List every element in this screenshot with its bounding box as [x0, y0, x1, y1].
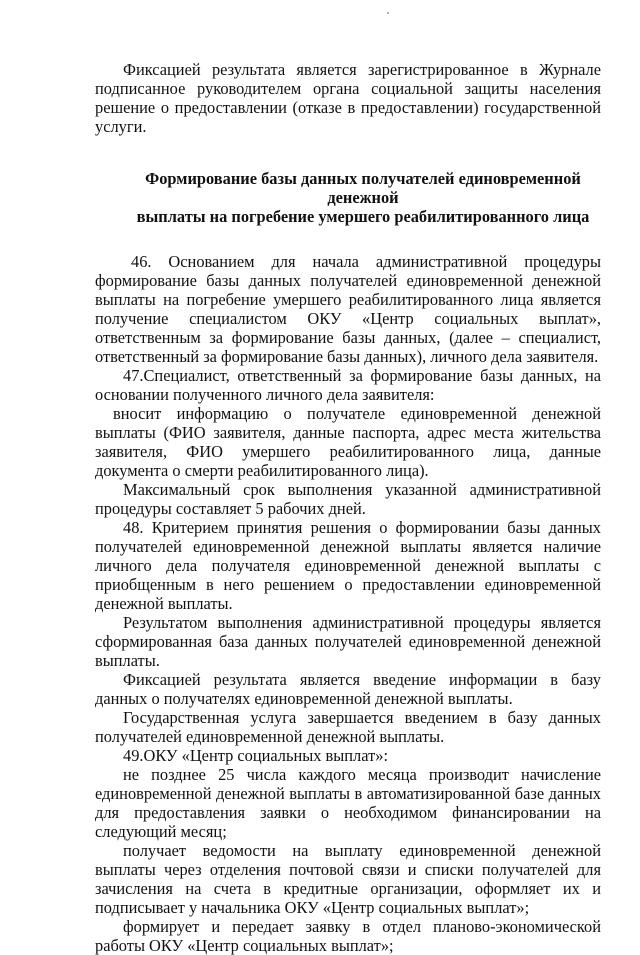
document-page: [95, 0, 601, 955]
paragraph-service-completion: Государственная услуга завершается введением в базу данных получателей единовременной денежной выплаты.: [95, 708, 601, 746]
paragraph-result: Результатом выполнения административной процедуры является сформированная база данных получателей единовременной денежной выплаты.: [95, 613, 601, 670]
paragraph-fixation: Фиксацией результата является введение информации в базу данных о получателях единовременной денежной выплаты.: [95, 670, 601, 708]
paragraph-49-item-2: получает ведомости на выплату единовременной денежной выплаты через отделения почтовой связи и списки получателей для зачисления на счета в кредитные организации, оформляет их и подписывает у начальника ОКУ «Центр социальных выплат»;: [95, 841, 601, 917]
paragraph-47-item: вносит информацию о получателе единовременной денежной выплаты (ФИО заявителя, данные паспорта, адрес места жительства заявителя, ФИО умершего реабилитированного лица, данные документа о смерти реабилитированного лица).: [95, 404, 601, 480]
paragraph-46: 46. Основанием для начала административной процедуры формирование базы данных получателей единовременной денежной выплаты на погребение умершего реабилитированного лица является получение специалистом ОКУ «Центр социальных выплат», ответственным за формирование базы данных, (далее – специалист, ответственный за формирование базы данных), личного дела заявителя.: [95, 252, 601, 366]
paragraph-49: 49.ОКУ «Центр социальных выплат»:: [123, 746, 388, 765]
paragraph-49-item-1: не позднее 25 числа каждого месяца производит начисление единовременной денежной выплаты в автоматизированной базе данных для предоставления заявки о необходимом финансировании на следующий месяц;: [95, 765, 601, 841]
paragraph-48: 48. Критерием принятия решения о формировании базы данных получателей единовременной денежной выплаты является наличие личного дела получателя единовременной денежной выплаты с приобщенным в него решением о предоставлении единовременной денежной выплаты.: [95, 518, 601, 613]
paragraph-max-term: Максимальный срок выполнения указанной административной процедуры составляет 5 рабочих дней.: [95, 480, 601, 518]
scan-speck: [387, 12, 389, 14]
intro-paragraph: Фиксацией результата является зарегистрированное в Журнале подписанное руководителем органа социальной защиты населения решение о предоставлении (отказе в предоставлении) государственной услуги.: [95, 60, 601, 136]
section-heading-line-2: выплаты на погребение умершего реабилитированного лица: [136, 207, 590, 226]
paragraph-47: 47.Специалист, ответственный за формирование базы данных, на основании полученного личного дела заявителя:: [95, 366, 601, 404]
section-heading-line-1: Формирование базы данных получателей единовременной денежной: [145, 169, 581, 207]
section-heading: [95, 169, 601, 226]
paragraph-49-item-3: формирует и передает заявку в отдел планово-экономической работы ОКУ «Центр социальных выплат»;: [95, 917, 601, 955]
